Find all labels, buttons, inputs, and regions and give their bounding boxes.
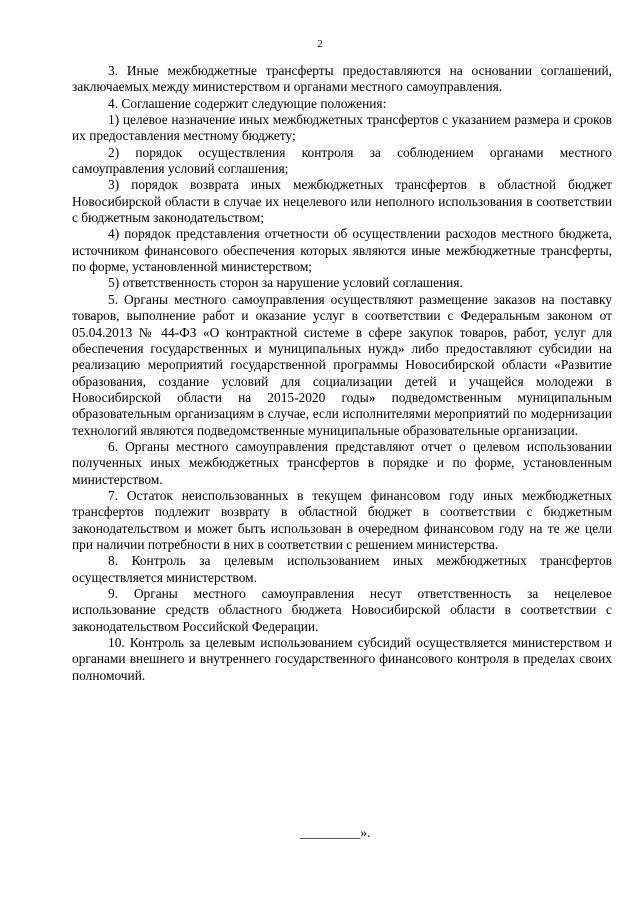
paragraph-10: 10. Контроль за целевым использованием субсидий осуществляется министерством и органами внешнего и внутреннего государственного финансового контроля в пределах своих полномочий. xyxy=(72,635,612,683)
paragraph-7: 7. Остаток неиспользованных в текущем финансовом году иных межбюджетных трансфертов подлежит возврату в областной бюджет в соответствии с бюджетным законодательством и может быть использован в очередном финансовом году на те же цели при наличии потребности в них в соответствии с решением министерства. xyxy=(72,487,612,552)
paragraph-6: 6. Органы местного самоуправления представляют отчет о целевом использовании полученных иных межбюджетных трансфертов в порядке и по форме, установленным министерством. xyxy=(72,438,612,487)
paragraph-8: 8. Контроль за целевым использованием иных межбюджетных трансфертов осуществляется министерством. xyxy=(72,553,612,585)
document-body xyxy=(72,63,612,684)
page-number: 2 xyxy=(317,38,323,50)
paragraph-4-item-3: 3) порядок возврата иных межбюджетных трансфертов в областной бюджет Новосибирской области в случае их нецелевого или неполного использования в соответствии с бюджетным законодательством; xyxy=(72,177,612,226)
paragraph-4-item-2: 2) порядок осуществления контроля за соблюдением органами местного самоуправления условий соглашения; xyxy=(72,144,612,177)
paragraph-3: 3. Иные межбюджетные трансферты предоставляются на основании соглашений, заключаемых между министерством и органами местного самоуправления. xyxy=(72,63,612,95)
paragraph-4-item-5: 5) ответственность сторон за нарушение условий соглашения. xyxy=(108,275,463,291)
paragraph-4-item-4: 4) порядок представления отчетности об осуществлении расходов местного бюджета, источником финансового обеспечения которых являются иные межбюджетные трансферты, по форме, установленной министерством; xyxy=(72,226,612,275)
paragraph-4: 4. Соглашение содержит следующие положения: xyxy=(108,95,387,111)
paragraph-9: 9. Органы местного самоуправления несут ответственность за нецелевое использование средств областного бюджета Новосибирской области в соответствии с законодательством Российской Федерации. xyxy=(72,586,612,634)
paragraph-4-item-1: 1) целевое назначение иных межбюджетных трансфертов с указанием размера и сроков их предоставления местному бюджету; xyxy=(72,112,612,144)
paragraph-5: 5. Органы местного самоуправления осуществляют размещение заказов на поставку товаров, выполнение работ и оказание услуг в соответствии с Федеральным законом от 05.04.2013 № 44-ФЗ «О контрактной системе в сфере закупок товаров, работ, услуг для обеспечения государственных и муниципальных нужд» либо предоставляют субсидии на реализацию мероприятий государственной программы Новосибирской области «Развитие образования, создание условий для социализации детей и учащейся молодежи в Новосибирской области на 2015-2020 годы» подведомственным муниципальным образовательным организациям в случае, если исполнителями мероприятий по модернизации технологий являются подведомственные муниципальные образовательные организации. xyxy=(72,291,612,438)
closing-mark: _________». xyxy=(300,825,371,840)
